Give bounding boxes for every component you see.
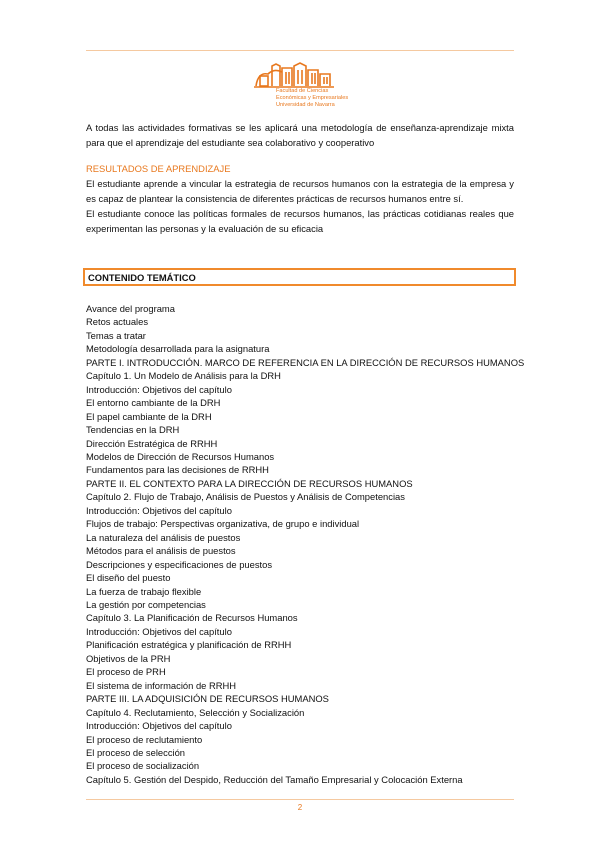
contents-item: Capítulo 4. Reclutamiento, Selección y Socialización bbox=[86, 706, 305, 718]
contents-item: Flujos de trabajo: Perspectivas organizativa, de grupo e individual bbox=[86, 518, 360, 530]
contents-item: Métodos para el análisis de puestos bbox=[86, 545, 236, 557]
logo-text-line: Facultad de Ciencias bbox=[276, 88, 329, 94]
contents-item: El proceso de PRH bbox=[86, 666, 166, 678]
contents-item: El sistema de información de RRHH bbox=[86, 679, 237, 691]
results-paragraph: El estudiante aprende a vincular la estrategia de recursos humanos con la estrategia de la empresa y es capaz de plantear la consistencia de diferentes prácticas de recursos humanos entre sí. bbox=[86, 178, 514, 204]
logo-text-line: Universidad de Navarra bbox=[276, 102, 335, 108]
contents-item: Temas a tratar bbox=[86, 329, 146, 341]
contents-item: Tendencias en la DRH bbox=[86, 424, 180, 436]
contents-item: Capítulo 3. La Planificación de Recursos Humanos bbox=[86, 612, 298, 624]
header-rule bbox=[86, 50, 514, 51]
contents-item: Retos actuales bbox=[86, 316, 149, 328]
footer-rule bbox=[86, 799, 514, 800]
contents-item: El proceso de socialización bbox=[86, 760, 200, 772]
contents-item: Introducción: Objetivos del capítulo bbox=[86, 383, 232, 395]
contents-item: PARTE I. INTRODUCCIÓN. MARCO DE REFERENCIA EN LA DIRECCIÓN DE RECURSOS HUMANOS bbox=[86, 356, 525, 368]
page-number: 2 bbox=[297, 803, 303, 812]
contents-title-box bbox=[83, 268, 516, 286]
contents-item: Metodología desarrollada para la asignatura bbox=[86, 343, 270, 355]
contents-item: El diseño del puesto bbox=[86, 572, 171, 584]
contents-title: CONTENIDO TEMÁTICO bbox=[88, 272, 196, 283]
contents-item: El entorno cambiante de la DRH bbox=[86, 397, 221, 409]
contents-item: PARTE II. EL CONTEXTO PARA LA DIRECCIÓN DE RECURSOS HUMANOS bbox=[86, 477, 413, 489]
contents-item: Introducción: Objetivos del capítulo bbox=[86, 504, 232, 516]
contents-item: Capítulo 2. Flujo de Trabajo, Análisis de Puestos y Análisis de Competencias bbox=[86, 491, 405, 503]
contents-item: PARTE III. LA ADQUISICIÓN DE RECURSOS HUMANOS bbox=[86, 693, 329, 705]
contents-item: Modelos de Dirección de Recursos Humanos bbox=[86, 450, 275, 462]
logo-text-line: Económicas y Empresariales bbox=[276, 95, 349, 101]
contents-item: Introducción: Objetivos del capítulo bbox=[86, 720, 232, 732]
contents-item: Introducción: Objetivos del capítulo bbox=[86, 625, 232, 637]
contents-item: El proceso de selección bbox=[86, 746, 186, 758]
contents-item: La gestión por competencias bbox=[86, 598, 206, 610]
contents-item: Capítulo 5. Gestión del Despido, Reducción del Tamaño Empresarial y Colocación Externa bbox=[86, 773, 463, 785]
contents-item: La naturaleza del análisis de puestos bbox=[86, 531, 241, 543]
intro-text: A todas las actividades formativas se les aplicará una metodología de enseñanza-aprendizaje mixta para que el aprendizaje del estudiante sea colaborativo y cooperativo bbox=[86, 122, 514, 148]
contents-list bbox=[86, 302, 526, 786]
intro-paragraph bbox=[86, 120, 514, 150]
results-paragraph: El estudiante conoce las políticas formales de recursos humanos, las prácticas cotidianas reales que experimentan las personas y la evaluación de su eficacia bbox=[86, 208, 514, 234]
contents-item: Capítulo 1. Un Modelo de Análisis para la DRH bbox=[86, 370, 281, 382]
contents-item: Avance del programa bbox=[86, 303, 175, 314]
results-section bbox=[86, 176, 514, 236]
contents-item: Objetivos de la PRH bbox=[86, 652, 171, 664]
contents-item: Fundamentos para las decisiones de RRHH bbox=[86, 464, 269, 476]
contents-item: La fuerza de trabajo flexible bbox=[86, 585, 202, 597]
contents-item: El papel cambiante de la DRH bbox=[86, 410, 212, 422]
logo-text bbox=[276, 88, 348, 109]
contents-item: Descripciones y especificaciones de puestos bbox=[86, 558, 273, 570]
contents-item: El proceso de reclutamiento bbox=[86, 733, 203, 745]
results-heading: RESULTADOS DE APRENDIZAJE bbox=[86, 163, 231, 174]
contents-item: Planificación estratégica y planificación de RRHH bbox=[86, 639, 292, 651]
contents-item: Dirección Estratégica de RRHH bbox=[86, 437, 218, 449]
